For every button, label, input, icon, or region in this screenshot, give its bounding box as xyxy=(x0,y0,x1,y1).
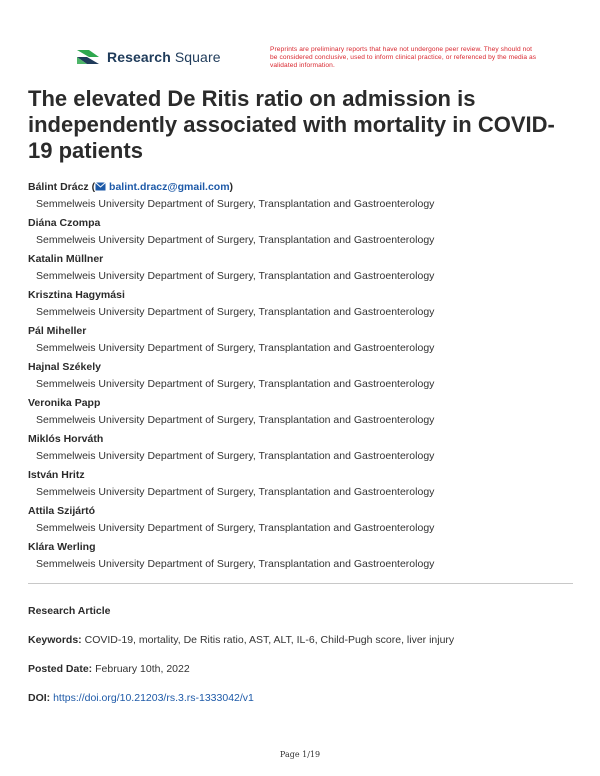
page-number: Page 1/19 xyxy=(279,750,321,759)
posted-date-label: Posted Date: xyxy=(28,663,93,675)
doi xyxy=(28,692,573,704)
research-square-logo[interactable] xyxy=(75,46,221,68)
header xyxy=(75,46,535,76)
author-affiliation: Semmelweis University Department of Surgery, Transplantation and Gastroenterology xyxy=(36,234,435,246)
author-affiliation: Semmelweis University Department of Surgery, Transplantation and Gastroenterology xyxy=(36,342,435,354)
preprint-notice: Preprints are preliminary reports that have not undergone peer review. They should not be considered conclusive, used to inform clinical practice, or referenced by the media as validated information. xyxy=(270,46,537,69)
logo-text: Research Square xyxy=(107,49,221,65)
author-item xyxy=(28,540,573,576)
section-divider xyxy=(28,583,573,584)
author-item xyxy=(28,504,573,540)
author-item xyxy=(28,432,573,468)
author-name: Bálint Drácz xyxy=(28,181,89,193)
keywords-label: Keywords: xyxy=(28,634,82,646)
author-item: Bálint Drácz ( balint.dracz@gmail.com) Semmelweis University Department of Surgery, Transplantation and Gastroenterology xyxy=(28,180,573,216)
author-item xyxy=(28,288,573,324)
doi-link[interactable]: https://doi.org/10.21203/rs.3.rs-1333042/v1 xyxy=(53,692,254,704)
posted-date-value: February 10th, 2022 xyxy=(95,663,190,675)
author-item xyxy=(28,468,573,504)
author-name: Diána Czompa xyxy=(28,217,101,229)
author-list xyxy=(28,180,573,576)
author-name: Veronika Papp xyxy=(28,397,101,409)
posted-date xyxy=(28,663,573,675)
author-affiliation: Semmelweis University Department of Surgery, Transplantation and Gastroenterology xyxy=(36,486,435,498)
author-item xyxy=(28,216,573,252)
author-name: Miklós Horváth xyxy=(28,433,104,445)
author-affiliation: Semmelweis University Department of Surgery, Transplantation and Gastroenterology xyxy=(36,414,435,426)
author-name: Krisztina Hagymási xyxy=(28,289,125,301)
author-item xyxy=(28,360,573,396)
author-name: Attila Szijártó xyxy=(28,505,96,517)
article-type: Research Article xyxy=(28,605,111,617)
author-affiliation: Semmelweis University Department of Surgery, Transplantation and Gastroenterology xyxy=(36,378,435,390)
author-email-link[interactable]: balint.dracz@gmail.com xyxy=(109,181,230,193)
doi-label: DOI: xyxy=(28,692,51,704)
author-name: István Hritz xyxy=(28,469,85,481)
author-affiliation: Semmelweis University Department of Surgery, Transplantation and Gastroenterology xyxy=(36,270,435,282)
author-affiliation: Semmelweis University Department of Surgery, Transplantation and Gastroenterology xyxy=(36,198,435,210)
keywords-value: COVID-19, mortality, De Ritis ratio, AST, ALT, IL-6, Child-Pugh score, liver injury xyxy=(84,634,455,646)
author-affiliation: Semmelweis University Department of Surgery, Transplantation and Gastroenterology xyxy=(36,558,435,570)
envelope-icon xyxy=(95,182,106,191)
author-name: Hajnal Székely xyxy=(28,361,101,373)
author-name: Klára Werling xyxy=(28,541,96,553)
author-name: Pál Miheller xyxy=(28,325,87,337)
author-affiliation: Semmelweis University Department of Surgery, Transplantation and Gastroenterology xyxy=(36,450,435,462)
author-item xyxy=(28,324,573,360)
author-affiliation: Semmelweis University Department of Surgery, Transplantation and Gastroenterology xyxy=(36,522,435,534)
paper-title: The elevated De Ritis ratio on admission is independently associated with mortality in COVID-19 patients xyxy=(28,86,555,163)
author-affiliation: Semmelweis University Department of Surgery, Transplantation and Gastroenterology xyxy=(36,306,435,318)
research-square-logo-icon xyxy=(75,46,101,68)
author-name: Katalin Müllner xyxy=(28,253,104,265)
author-item xyxy=(28,252,573,288)
keywords xyxy=(28,634,573,646)
author-item xyxy=(28,396,573,432)
